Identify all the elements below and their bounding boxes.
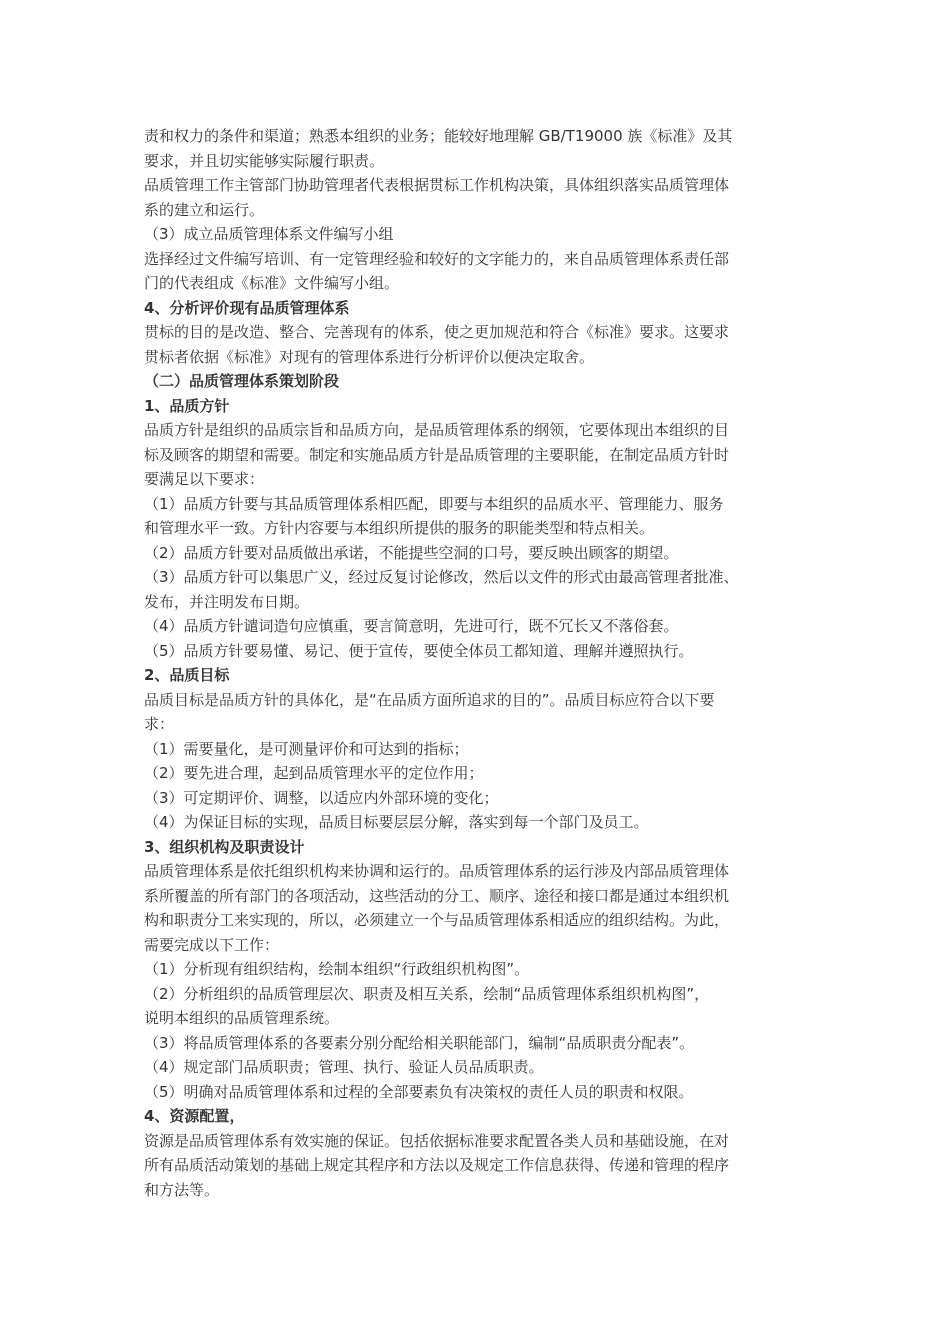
- section-heading: 4、资源配置，: [144, 1107, 245, 1125]
- text-line: 系所覆盖的所有部门的各项活动，这些活动的分工、顺序、途径和接口都是通过本组织机: [144, 886, 730, 905]
- text-line: 求：: [144, 715, 175, 733]
- text-line: （5）品质方针要易懂、易记、便于宣传，要使全体员工都知道、理解并遵照执行。: [144, 641, 694, 660]
- text-line: （4）为保证目标的实现，品质目标要层层分解，落实到每一个部门及员工。: [144, 813, 649, 831]
- text-line: 品质管理工作主管部门协助管理者代表根据贯标工作机构决策，具体组织落实品质管理体: [144, 176, 730, 194]
- document-body: [144, 124, 804, 1202]
- text-line: （3）将品质管理体系的各要素分别分配给相关职能部门，编制“品质职责分配表”。: [144, 1033, 695, 1052]
- text-line: （2）分析组织的品质管理层次、职责及相互关系，绘制“品质管理体系组织机构图”，: [144, 984, 710, 1003]
- text-line: 说明本组织的品质管理系统。: [144, 1009, 340, 1027]
- text-line: 门的代表组成《标准》文件编写小组。: [144, 274, 400, 292]
- text-line: 和管理水平一致。方针内容要与本组织所提供的服务的职能类型和特点相关。: [144, 519, 655, 537]
- text-line: 构和职责分工来实现的，所以，必须建立一个与品质管理体系相适应的组织结构。为此，: [144, 911, 730, 929]
- text-line: （1）分析现有组织结构，绘制本组织“行政组织机构图”。: [144, 960, 530, 978]
- text-line: 品质目标是品质方针的具体化，是“在品质方面所追求的目的”。品质目标应符合以下要: [144, 690, 715, 709]
- section-heading: 3、组织机构及职责设计: [144, 837, 305, 856]
- text-line: （3）品质方针可以集思广义，经过反复讨论修改，然后以文件的形式由最高管理者批准、: [144, 568, 739, 586]
- text-line: （4）品质方针谴词造句应慎重，要言简意明，先进可行，既不冗长又不落俗套。: [144, 617, 679, 635]
- text-line: 所有品质活动策划的基础上规定其程序和方法以及规定工作信息获得、传递和管理的程序: [144, 1156, 730, 1174]
- text-line: 选择经过文件编写培训、有一定管理经验和较好的文字能力的，来自品质管理体系责任部: [144, 249, 730, 268]
- section-heading: 2、品质目标: [144, 666, 230, 684]
- text-line: 要满足以下要求：: [144, 470, 265, 488]
- text-line: 系的建立和运行。: [144, 200, 265, 219]
- text-line: 贯标的目的是改造、整合、完善现有的体系，使之更加规范和符合《标准》要求。这要求: [144, 323, 730, 341]
- text-line: 需要完成以下工作：: [144, 935, 280, 954]
- text-line: 资源是品质管理体系有效实施的保证。包括依据标准要求配置各类人员和基础设施，在对: [144, 1131, 730, 1150]
- text-line: 要求，并且切实能够实际履行职责。: [144, 151, 385, 170]
- text-line: 品质方针是组织的品质宗旨和品质方向，是品质管理体系的纲领，它要体现出本组织的目: [144, 421, 730, 439]
- text-line: 标及顾客的期望和需要。制定和实施品质方针是品质管理的主要职能，在制定品质方针时: [144, 445, 730, 464]
- section-heading: 4、分析评价现有品质管理体系: [144, 298, 350, 317]
- text-line: 和方法等。: [144, 1180, 220, 1199]
- text-line: （5）明确对品质管理体系和过程的全部要素负有决策权的责任人员的职责和权限。: [144, 1082, 694, 1101]
- text-line: （2）要先进合理，起到品质管理水平的定位作用；: [144, 764, 484, 782]
- text-line: （1）需要量化，是可测量评价和可达到的指标；: [144, 739, 469, 758]
- text-line: 责和权力的条件和渠道；熟悉本组织的业务；能较好地理解 GB/T19000 族《标准》及其: [144, 127, 733, 145]
- text-line: 品质管理体系是依托组织机构来协调和运行的。品质管理体系的运行涉及内部品质管理体: [144, 862, 730, 880]
- text-line: （3）可定期评价、调整，以适应内外部环境的变化；: [144, 788, 499, 807]
- text-line: （3）成立品质管理体系文件编写小组: [144, 225, 394, 243]
- text-line: （2）品质方针要对品质做出承诺，不能提些空洞的口号，要反映出顾客的期望。: [144, 543, 679, 562]
- text-line: （1）品质方针要与其品质管理体系相匹配，即要与本组织的品质水平、管理能力、服务: [144, 494, 724, 513]
- section-heading: 1、品质方针: [144, 396, 230, 415]
- section-heading: （二）品质管理体系策划阶段: [144, 372, 340, 390]
- text-line: （4）规定部门品质职责；管理、执行、验证人员品质职责。: [144, 1058, 544, 1076]
- text-line: 发布，并注明发布日期。: [144, 592, 310, 611]
- text-line: 贯标者依据《标准》对现有的管理体系进行分析评价以便决定取舍。: [144, 347, 595, 366]
